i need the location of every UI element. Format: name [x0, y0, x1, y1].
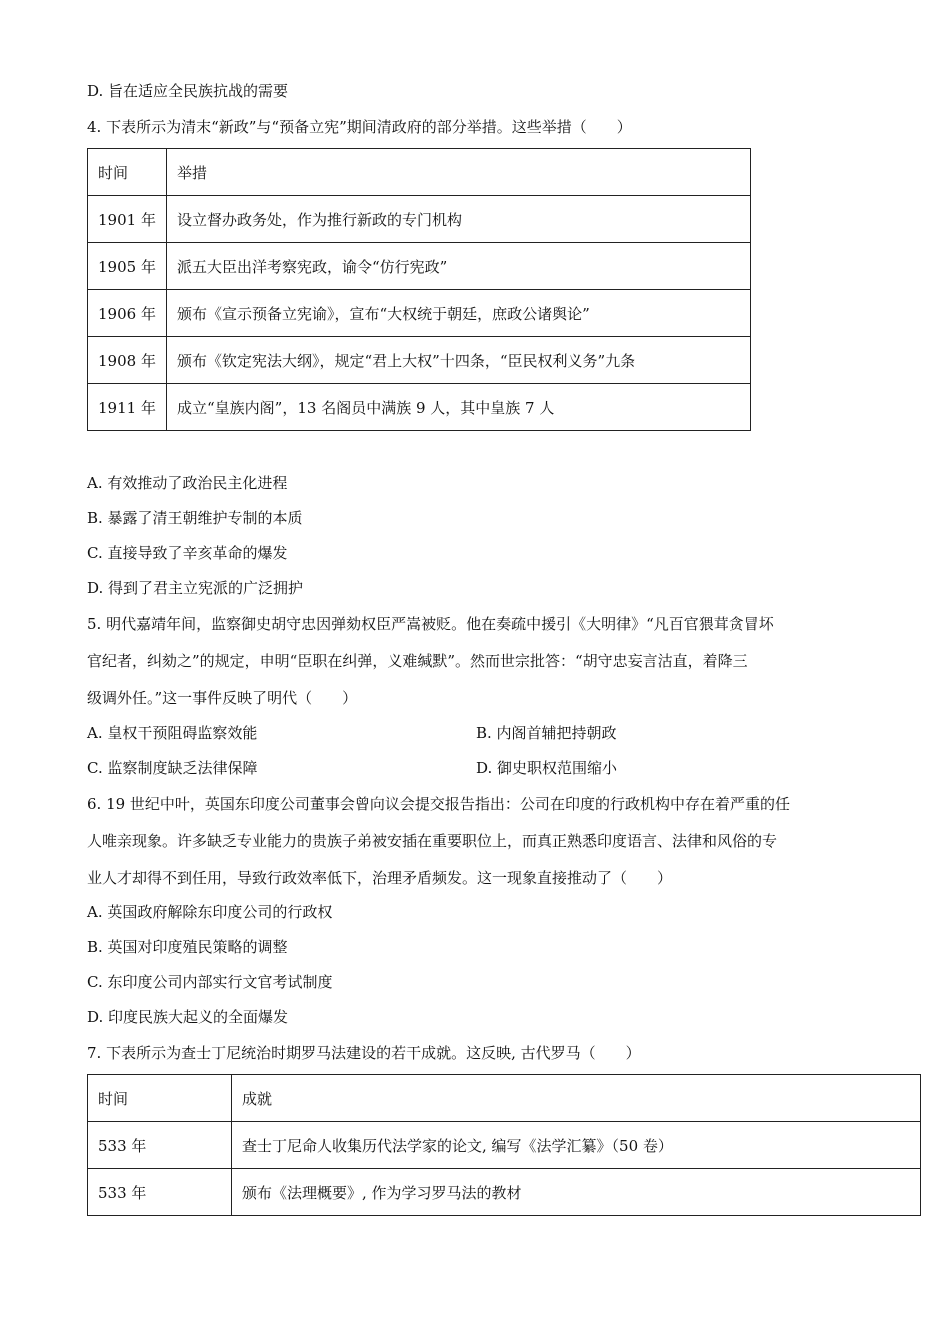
table-header-row: [88, 149, 751, 196]
q5-stem-line: 5. 明代嘉靖年间，监察御史胡守忠因弹劾权臣严嵩被贬。他在奏疏中援引《大明律》“凡百官猥茸贪冒坏: [87, 615, 774, 633]
q4-stem: 4. 下表所示为清末“新政”与“预备立宪”期间清政府的部分举措。这些举措（ ）: [87, 118, 632, 136]
q6-stem-line: 人唯亲现象。许多缺乏专业能力的贵族子弟被安插在重要职位上，而真正熟悉印度语言、法律和风俗的专: [87, 832, 778, 850]
table-header-cell: 成就: [232, 1075, 921, 1122]
table-cell-time: 1906 年: [88, 290, 167, 337]
table-row: [88, 290, 751, 337]
q5-stem-line: 级调外任。”这一事件反映了明代（ ）: [87, 689, 358, 707]
table-cell-time: 533 年: [88, 1169, 232, 1216]
table-cell-time: 1901 年: [88, 196, 167, 243]
q6-stem-line: 业人才却得不到任用，导致行政效率低下，治理矛盾频发。这一现象直接推动了（ ）: [87, 869, 673, 887]
table-cell-achievement: 颁布《法理概要》, 作为学习罗马法的教材: [232, 1169, 921, 1216]
table-header-cell: 时间: [88, 1075, 232, 1122]
q4-option-b: B. 暴露了清王朝维护专制的本质: [87, 509, 303, 527]
table-cell-time: 1911 年: [88, 384, 167, 431]
q5-option-c: C. 监察制度缺乏法律保障: [87, 759, 258, 777]
q4-option-d: D. 得到了君主立宪派的广泛拥护: [87, 579, 304, 597]
q4-option-c: C. 直接导致了辛亥革命的爆发: [87, 544, 288, 562]
table-header-cell: 时间: [88, 149, 167, 196]
table-header-row: [88, 1075, 921, 1122]
table-cell-time: 533 年: [88, 1122, 232, 1169]
table-cell-measure: 颁布《宣示预备立宪谕》，宣布“大权统于朝廷，庶政公诸舆论”: [167, 290, 751, 337]
table-cell-time: 1905 年: [88, 243, 167, 290]
table-row: [88, 196, 751, 243]
q6-stem-line: 6. 19 世纪中叶，英国东印度公司董事会曾向议会提交报告指出：公司在印度的行政机构中存在着严重的任: [87, 795, 790, 813]
table-row: [88, 1122, 921, 1169]
q3-option-d: D. 旨在适应全民族抗战的需要: [87, 82, 289, 100]
q5-option-a: A. 皇权干预阻碍监察效能: [87, 724, 258, 742]
q4-table: [87, 148, 751, 431]
table-row: [88, 1169, 921, 1216]
table-cell-measure: 颁布《钦定宪法大纲》，规定“君上大权”十四条，“臣民权利义务”九条: [167, 337, 751, 384]
table-cell-measure: 设立督办政务处，作为推行新政的专门机构: [167, 196, 751, 243]
q4-option-a: A. 有效推动了政治民主化进程: [87, 474, 288, 492]
q6-option-b: B. 英国对印度殖民策略的调整: [87, 938, 288, 956]
table-cell-achievement: 查士丁尼命人收集历代法学家的论文, 编写《法学汇纂》（50 卷）: [232, 1122, 921, 1169]
table-row: [88, 337, 751, 384]
table-header-cell: 举措: [167, 149, 751, 196]
table-cell-time: 1908 年: [88, 337, 167, 384]
table-cell-measure: 成立“皇族内阁”，13 名阁员中满族 9 人，其中皇族 7 人: [167, 384, 751, 431]
q5-option-d: D. 御史职权范围缩小: [476, 759, 618, 777]
table-row: [88, 243, 751, 290]
q5-option-b: B. 内阁首辅把持朝政: [476, 724, 617, 742]
q7-table: [87, 1074, 921, 1216]
q7-stem: 7. 下表所示为查士丁尼统治时期罗马法建设的若干成就。这反映, 古代罗马（ ）: [87, 1044, 641, 1062]
q6-option-c: C. 东印度公司内部实行文官考试制度: [87, 973, 333, 991]
q6-option-d: D. 印度民族大起义的全面爆发: [87, 1008, 289, 1026]
table-row: [88, 384, 751, 431]
table-cell-measure: 派五大臣出洋考察宪政，谕令“仿行宪政”: [167, 243, 751, 290]
q6-option-a: A. 英国政府解除东印度公司的行政权: [87, 903, 333, 921]
q5-stem-line: 官纪者，纠劾之”的规定，申明“臣职在纠弹，义难缄默”。然而世宗批答：“胡守忠妄言沽直，着降三: [87, 652, 748, 670]
